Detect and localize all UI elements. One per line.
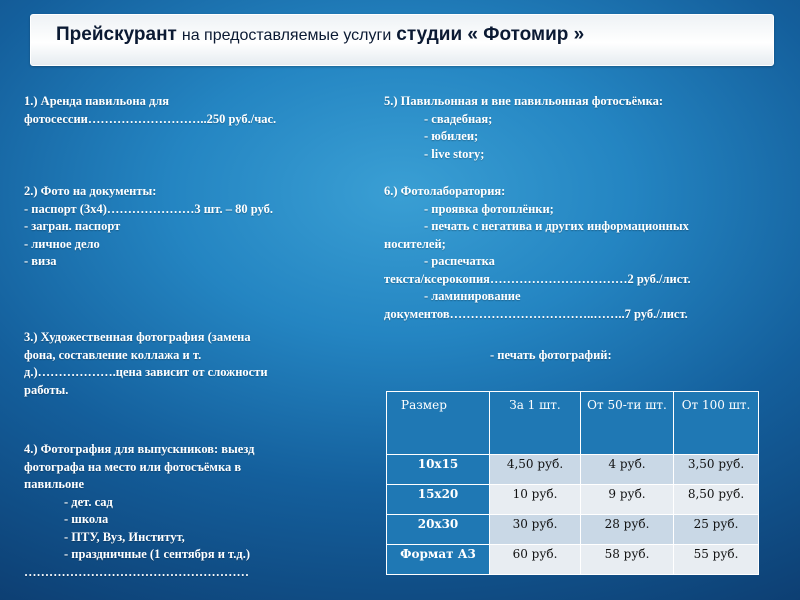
section-2 [24, 183, 273, 271]
section-6-item: - проявка фотоплёнки; [424, 201, 554, 216]
table-header-cell: От 50-ти шт. [581, 392, 674, 455]
section-6-item: - печать с негатива и других информационных [424, 219, 689, 233]
section-1-line: фотосессии………………………..250 руб./час. [24, 111, 277, 126]
section-1-line: 1.) Аренда павильона для [24, 94, 170, 108]
section-6-title: 6.) Фотолаборатория: [384, 184, 506, 198]
section-6-item-cont: текста/ксерокопия……………………………2 руб./лист. [384, 271, 691, 286]
section-6-item-cont: документов……………………………..……..7 руб./лист. [384, 306, 688, 321]
table-cell: 30 руб. [490, 515, 581, 545]
section-4-item: - праздничные (1 сентября и т.д.) [64, 547, 250, 561]
title-part-1: Прейскурант [56, 24, 177, 45]
price-table [386, 391, 759, 575]
section-4-item: - ПТУ, Вуз, Институт, [64, 529, 185, 544]
table-row [387, 455, 759, 485]
section-6-item: - ламинирование [424, 289, 521, 303]
section-5-item: - live story; [424, 146, 485, 161]
table-header-row [387, 392, 759, 455]
section-6-item: - распечатка [424, 254, 495, 268]
table-cell: 3,50 руб. [674, 455, 759, 485]
table-cell: 10 руб. [490, 485, 581, 515]
table-cell: 58 руб. [581, 545, 674, 575]
table-cell: 25 руб. [674, 515, 759, 545]
table-row [387, 485, 759, 515]
section-4-line: фотографа на место или фотосъёмка в [24, 459, 242, 474]
table-row-head: 20х30 [387, 515, 490, 545]
table-row-head: 15х20 [387, 485, 490, 515]
table-row-head: Формат А3 [387, 545, 490, 575]
title-part-3: студии « Фотомир » [396, 24, 585, 45]
section-4 [24, 441, 254, 581]
table-cell: 4 руб. [581, 455, 674, 485]
section-3-line: фона, составление коллажа и т. [24, 347, 202, 362]
section-5-item: - свадебная; [424, 111, 493, 126]
section-2-line: 2.) Фото на документы: [24, 184, 157, 198]
section-2-line: - виза [24, 254, 57, 268]
section-6-item-cont: носителей; [384, 236, 446, 251]
section-5-title: 5.) Павильонная и вне павильонная фотосъёмка: [384, 94, 664, 108]
section-2-line: - личное дело [24, 236, 100, 251]
table-row-head: 10х15 [387, 455, 490, 485]
table-row [387, 545, 759, 575]
section-2-line: - загран. паспорт [24, 219, 121, 233]
table-cell: 8,50 руб. [674, 485, 759, 515]
table-header-cell: Размер [387, 392, 490, 455]
section-3 [24, 329, 268, 399]
section-3-line: д.)……………….цена зависит от сложности [24, 365, 268, 379]
table-header-cell: За 1 шт. [490, 392, 581, 455]
section-3-line: 3.) Художественная фотография (замена [24, 330, 251, 344]
table-cell: 4,50 руб. [490, 455, 581, 485]
section-4-line: павильоне [24, 477, 85, 491]
section-4-end: ……………………………………………… [24, 564, 249, 579]
section-4-item: - школа [64, 512, 109, 526]
section-5 [384, 93, 663, 163]
table-cell: 28 руб. [581, 515, 674, 545]
section-4-line: 4.) Фотография для выпускников: выезд [24, 442, 255, 456]
print-photos-label: - печать фотографий: [490, 348, 612, 362]
section-4-item: - дет. сад [64, 494, 113, 509]
section-2-line: - паспорт (3х4)…………………3 шт. – 80 руб. [24, 201, 273, 216]
section-6 [384, 183, 691, 323]
section-1 [24, 93, 276, 128]
table-row [387, 515, 759, 545]
table-header-cell: От 100 шт. [674, 392, 759, 455]
table-cell: 9 руб. [581, 485, 674, 515]
title-part-2: на предоставляемые услуги [181, 27, 392, 44]
section-5-item: - юбилеи; [424, 129, 479, 143]
table-cell: 55 руб. [674, 545, 759, 575]
section-3-line: работы. [24, 382, 69, 397]
page-title [56, 24, 584, 46]
table-cell: 60 руб. [490, 545, 581, 575]
